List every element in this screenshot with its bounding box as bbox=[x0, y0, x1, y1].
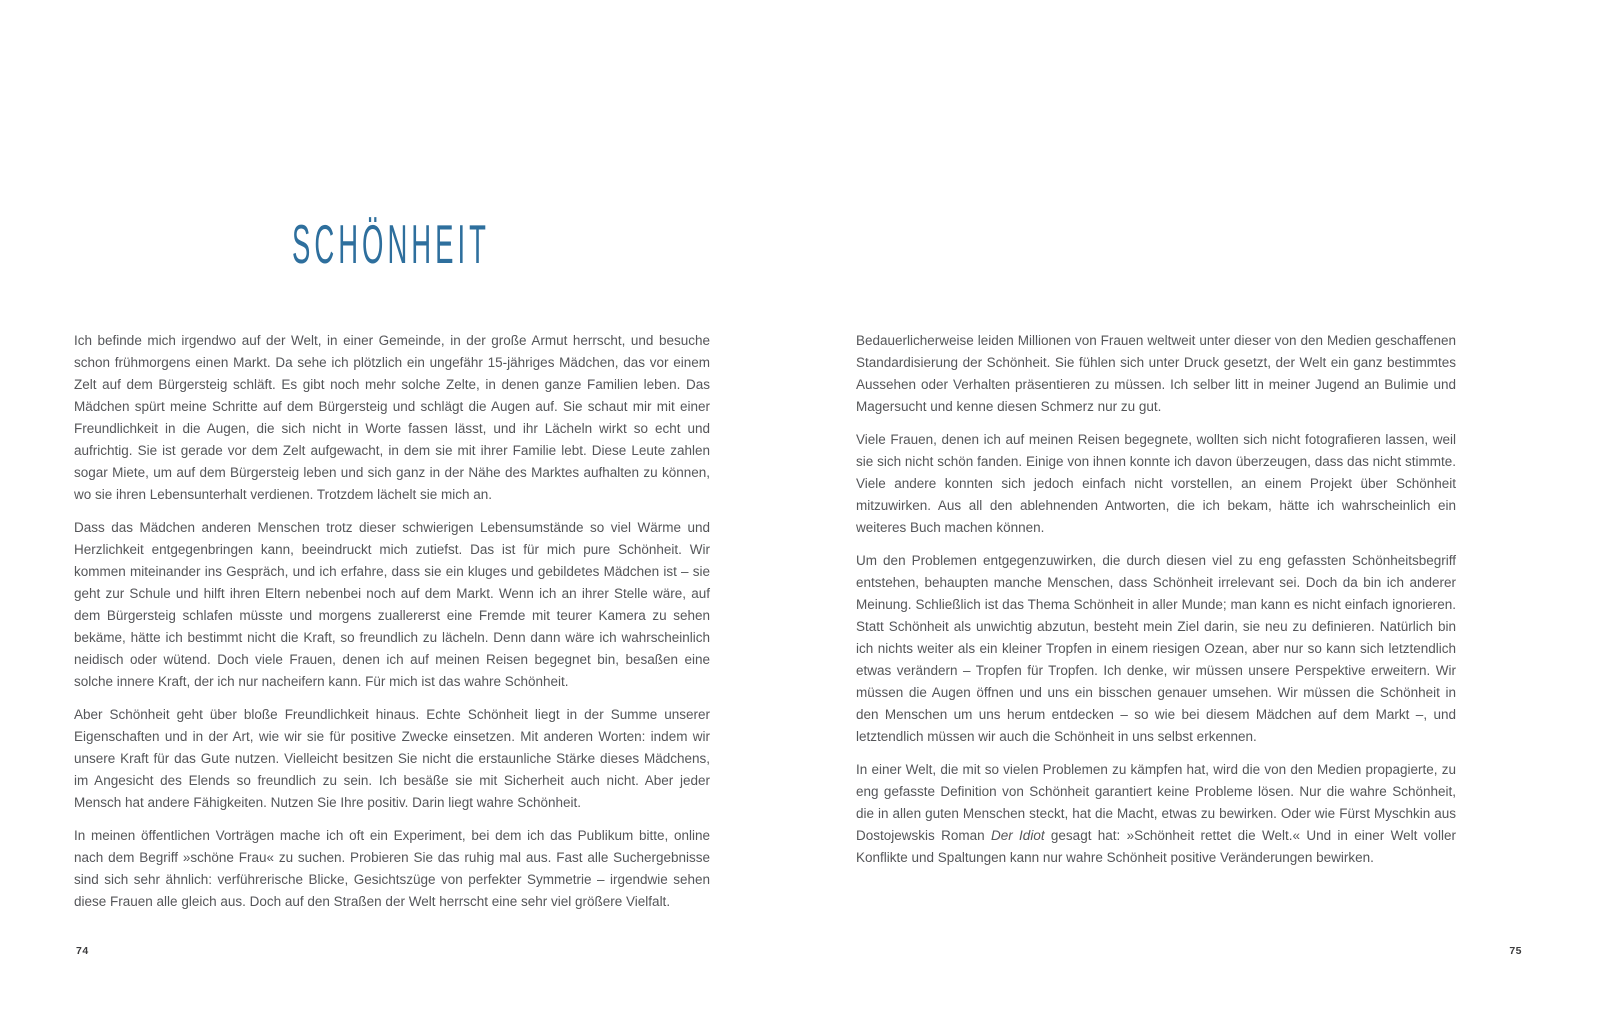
paragraph: Dass das Mädchen anderen Menschen trotz dieser schwierigen Lebensumstände so viel Wärme und Herzlichkeit entgegenbringen kann, beeindruckt mich zutiefst. Das ist für mich pure Schönheit. Wir kommen miteinander ins Gespräch, und ich erfahre, dass sie ein kluges und gebildetes Mädchen ist – sie geht zur Schule und hilft ihren Eltern nebenbei noch auf dem Markt. Wenn ich an ihrer Stelle wäre, auf dem Bürgersteig schlafen müsste und morgens zuallererst eine Fremde mit teurer Kamera zu sehen bekäme, hätte ich bestimmt nicht die Kraft, so freundlich zu lächeln. Denn dann wäre ich wahrscheinlich neidisch oder wütend. Doch viele Frauen, denen ich auf meinen Reisen begegnet bin, besaßen eine solche innere Kraft, der ich nur nacheifern kann. Für mich ist das wahre Schönheit. bbox=[74, 520, 710, 689]
chapter-title: SCHÖNHEIT bbox=[292, 212, 490, 275]
page-number-right: 75 bbox=[1509, 945, 1522, 957]
paragraph: Viele Frauen, denen ich auf meinen Reisen begegnete, wollten sich nicht fotografieren lassen, weil sie sich nicht schön fanden. Einige von ihnen konnte ich davon überzeugen, dass das nicht stimmte. Viele andere konnten sich jedoch einfach nicht vorstellen, an einem Projekt über Schönheit mitzuwirken. Aus all den ablehnenden Antworten, die ich bekam, hätte ich wahrscheinlich ein weiteres Buch machen können. bbox=[856, 432, 1456, 535]
left-page-text-column bbox=[74, 330, 710, 913]
right-page-text-column bbox=[856, 330, 1456, 869]
paragraph: Ich befinde mich irgendwo auf der Welt, in einer Gemeinde, in der große Armut herrscht, und besuche schon frühmorgens einen Markt. Da sehe ich plötzlich ein ungefähr 15-jähriges Mädchen, das vor einem Zelt auf dem Bürgersteig schläft. Es gibt noch mehr solche Zelte, in denen ganze Familien leben. Das Mädchen spürt meine Schritte auf dem Bürgersteig und schlägt die Augen auf. Sie schaut mir mit einer Freundlichkeit in die Augen, die sich nicht in Worte fassen lässt, und ihr Lächeln wirkt so echt und aufrichtig. Sie ist gerade vor dem Zelt aufgewacht, in dem sie mit ihrer Familie lebt. Diese Leute zahlen sogar Miete, um auf dem Bürgersteig leben und sich ganz in der Nähe des Marktes aufhalten zu können, wo sie ihren Lebensunterhalt verdienen. Trotzdem lächelt sie mich an. bbox=[74, 333, 710, 502]
paragraph: In meinen öffentlichen Vorträgen mache ich oft ein Experiment, bei dem ich das Publikum bitte, online nach dem Begriff »schöne Frau« zu suchen. Probieren Sie das ruhig mal aus. Fast alle Suchergebnisse sind sich sehr ähnlich: verführerische Blicke, Gesichtszüge von perfekter Symmetrie – irgendwie sehen diese Frauen alle gleich aus. Doch auf den Straßen der Welt herrscht eine sehr viel größere Vielfalt. bbox=[74, 828, 710, 909]
book-title-italic: Der Idiot bbox=[990, 828, 1045, 843]
paragraph-text: In einer Welt, die mit so vielen Problemen zu kämpfen hat, wird die von den Medien propagierte, zu eng gefasste Definition von Schönheit garantiert keine Probleme lösen. Nur die wahre Schönheit, die in allen guten Menschen steckt, hat die Macht, etwas zu bewirken. Oder wie Fürst Myschkin aus Dostojewskis Roman bbox=[856, 762, 1456, 843]
paragraph: Aber Schönheit geht über bloße Freundlichkeit hinaus. Echte Schönheit liegt in der Summe unserer Eigenschaften und in der Art, wie wir sie für positive Zwecke einsetzen. Mit anderen Worten: indem wir unsere Kraft für das Gute nutzen. Vielleicht besitzen Sie nicht die erstaunliche Stärke dieses Mädchens, im Angesicht des Elends so freundlich zu sein. Ich besäße sie mit Sicherheit auch nicht. Aber jeder Mensch hat andere Fähigkeiten. Nutzen Sie Ihre positiv. Darin liegt wahre Schönheit. bbox=[74, 707, 710, 810]
paragraph bbox=[856, 759, 1456, 869]
paragraph: Bedauerlicherweise leiden Millionen von Frauen weltweit unter dieser von den Medien geschaffenen Standardisierung der Schönheit. Sie fühlen sich unter Druck gesetzt, der Welt ein ganz bestimmtes Aussehen oder Verhalten präsentieren zu müssen. Ich selber litt in meiner Jugend an Bulimie und Magersucht und kenne diesen Schmerz nur zu gut. bbox=[856, 333, 1456, 414]
page-number-left: 74 bbox=[76, 945, 89, 957]
paragraph: Um den Problemen entgegenzuwirken, die durch diesen viel zu eng gefassten Schönheitsbegriff entstehen, behaupten manche Menschen, dass Schönheit irrelevant sei. Doch da bin ich anderer Meinung. Schließlich ist das Thema Schönheit in aller Munde; man kann es nicht einfach ignorieren. Statt Schönheit als unwichtig abzutun, besteht mein Ziel darin, sie neu zu definieren. Natürlich bin ich nichts weiter als ein kleiner Tropfen in einem riesigen Ozean, aber nur so kann sich letztendlich etwas verändern – Tropfen für Tropfen. Ich denke, wir müssen unsere Perspektive erweitern. Wir müssen die Augen öffnen und uns ein bisschen genauer umsehen. Wir müssen die Schönheit in den Menschen um uns herum entdecken – so wie bei diesem Mädchen auf dem Markt –, und letztendlich müssen wir auch die Schönheit in uns selbst erkennen. bbox=[856, 553, 1456, 744]
paragraph-text: gesagt hat: »Schönheit rettet die Welt.« Und in einer Welt voller Konflikte und Spaltungen kann nur wahre Schönheit positive Veränderungen bewirken. bbox=[856, 828, 1456, 865]
